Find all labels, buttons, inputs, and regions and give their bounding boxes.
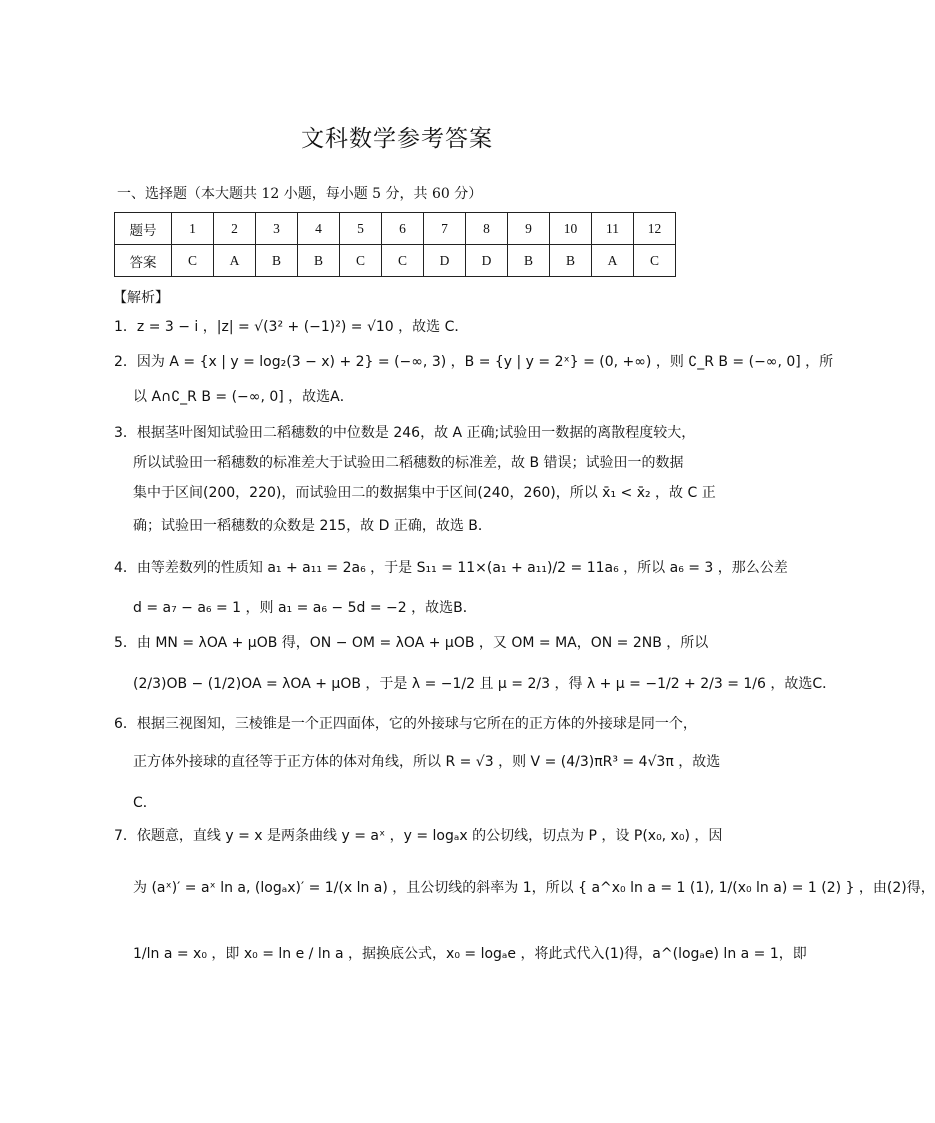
answer-table bbox=[114, 212, 676, 277]
table-cell: 7 bbox=[424, 213, 466, 245]
solution-line: 正方体外接球的直径等于正方体的体对角线，所以 R = √3 ，则 V = (4/3)πR³ = 4√3π ，故选 bbox=[133, 754, 721, 770]
table-cell: D bbox=[466, 245, 508, 277]
table-cell: D bbox=[424, 245, 466, 277]
solution-line: C． bbox=[133, 795, 157, 811]
table-cell: 1 bbox=[172, 213, 214, 245]
solution-line: 所以试验田一稻穗数的标准差大于试验田二稻穗数的标准差，故 B 错误；试验田一的数据 bbox=[133, 455, 684, 471]
table-cell: C bbox=[382, 245, 424, 277]
table-cell: 10 bbox=[550, 213, 592, 245]
table-row-question-numbers bbox=[115, 213, 676, 245]
solution-line: 1．z = 3 − i ，|z| = √(3² + (−1)²) = √10 ，故选 C． bbox=[114, 319, 469, 335]
row-label-answer: 答案 bbox=[115, 245, 172, 277]
table-cell: 2 bbox=[214, 213, 256, 245]
table-cell: 3 bbox=[256, 213, 298, 245]
table-cell: B bbox=[256, 245, 298, 277]
table-cell: C bbox=[172, 245, 214, 277]
solution-line: 5．由 MN = λOA + μOB 得，ON − OM = λOA + μOB ，又 OM = MA，ON = 2NB ，所以 bbox=[114, 635, 709, 651]
table-cell: 4 bbox=[298, 213, 340, 245]
solution-line: d = a₇ − a₆ = 1 ，则 a₁ = a₆ − 5d = −2 ，故选B． bbox=[133, 600, 477, 616]
solution-line: 1/ln a = x₀ ，即 x₀ = ln e / ln a ，据换底公式，x₀ = logₐe ，将此式代入(1)得，a^(logₐe) ln a = 1，即 bbox=[133, 946, 807, 962]
row-label-question: 题号 bbox=[115, 213, 172, 245]
table-cell: B bbox=[508, 245, 550, 277]
solution-line: 为 (aˣ)′ = aˣ ln a, (logₐx)′ = 1/(x ln a) ，且公切线的斜率为 1，所以 { a^x₀ ln a = 1 (1), 1/(x₀ ln a) = 1 (2) } ，由(2)得， bbox=[133, 880, 935, 896]
table-cell: A bbox=[214, 245, 256, 277]
page-title: 文科数学参考答案 bbox=[301, 126, 493, 152]
solution-line: 4．由等差数列的性质知 a₁ + a₁₁ = 2a₆ ，于是 S₁₁ = 11×(a₁ + a₁₁)/2 = 11a₆ ，所以 a₆ = 3 ，那么公差 bbox=[114, 560, 788, 576]
table-cell: 5 bbox=[340, 213, 382, 245]
table-cell: 9 bbox=[508, 213, 550, 245]
table-cell: C bbox=[340, 245, 382, 277]
table-cell: B bbox=[298, 245, 340, 277]
table-cell: 12 bbox=[634, 213, 676, 245]
solution-line: 7．依题意，直线 y = x 是两条曲线 y = aˣ ，y = logₐx 的公切线，切点为 P ，设 P(x₀, x₀) ，因 bbox=[114, 828, 723, 844]
table-cell: 11 bbox=[592, 213, 634, 245]
solution-line: 3．根据茎叶图知试验田二稻穗数的中位数是 246，故 A 正确;试验田一数据的离散程度较大， bbox=[114, 425, 696, 441]
solution-line: 集中于区间(200，220)，而试验田二的数据集中于区间(240，260)，所以 x̄₁ < x̄₂ ，故 C 正 bbox=[133, 485, 716, 501]
table-row-answers bbox=[115, 245, 676, 277]
table-cell: C bbox=[634, 245, 676, 277]
solution-line: 6．根据三视图知，三棱锥是一个正四面体，它的外接球与它所在的正方体的外接球是同一个， bbox=[114, 716, 697, 732]
solution-line: 以 A∩∁_R B = (−∞, 0] ，故选A． bbox=[133, 389, 354, 405]
solution-line: 确；试验田一稻穗数的众数是 215，故 D 正确，故选 B． bbox=[133, 518, 492, 534]
section-heading: 一、选择题（本大题共 12 小题，每小题 5 分，共 60 分） bbox=[117, 186, 483, 202]
analysis-heading: 【解析】 bbox=[113, 290, 169, 306]
table-cell: 6 bbox=[382, 213, 424, 245]
table-cell: 8 bbox=[466, 213, 508, 245]
solution-line: 2．因为 A = {x | y = log₂(3 − x) + 2} = (−∞, 3) ，B = {y | y = 2ˣ} = (0, +∞) ，则 ∁_R B = (−∞, 0] ，所 bbox=[114, 354, 834, 370]
solution-line: (2/3)OB − (1/2)OA = λOA + μOB ，于是 λ = −1/2 且 μ = 2/3 ，得 λ + μ = −1/2 + 2/3 = 1/6 ，故选C． bbox=[133, 676, 837, 692]
table-cell: B bbox=[550, 245, 592, 277]
table-cell: A bbox=[592, 245, 634, 277]
